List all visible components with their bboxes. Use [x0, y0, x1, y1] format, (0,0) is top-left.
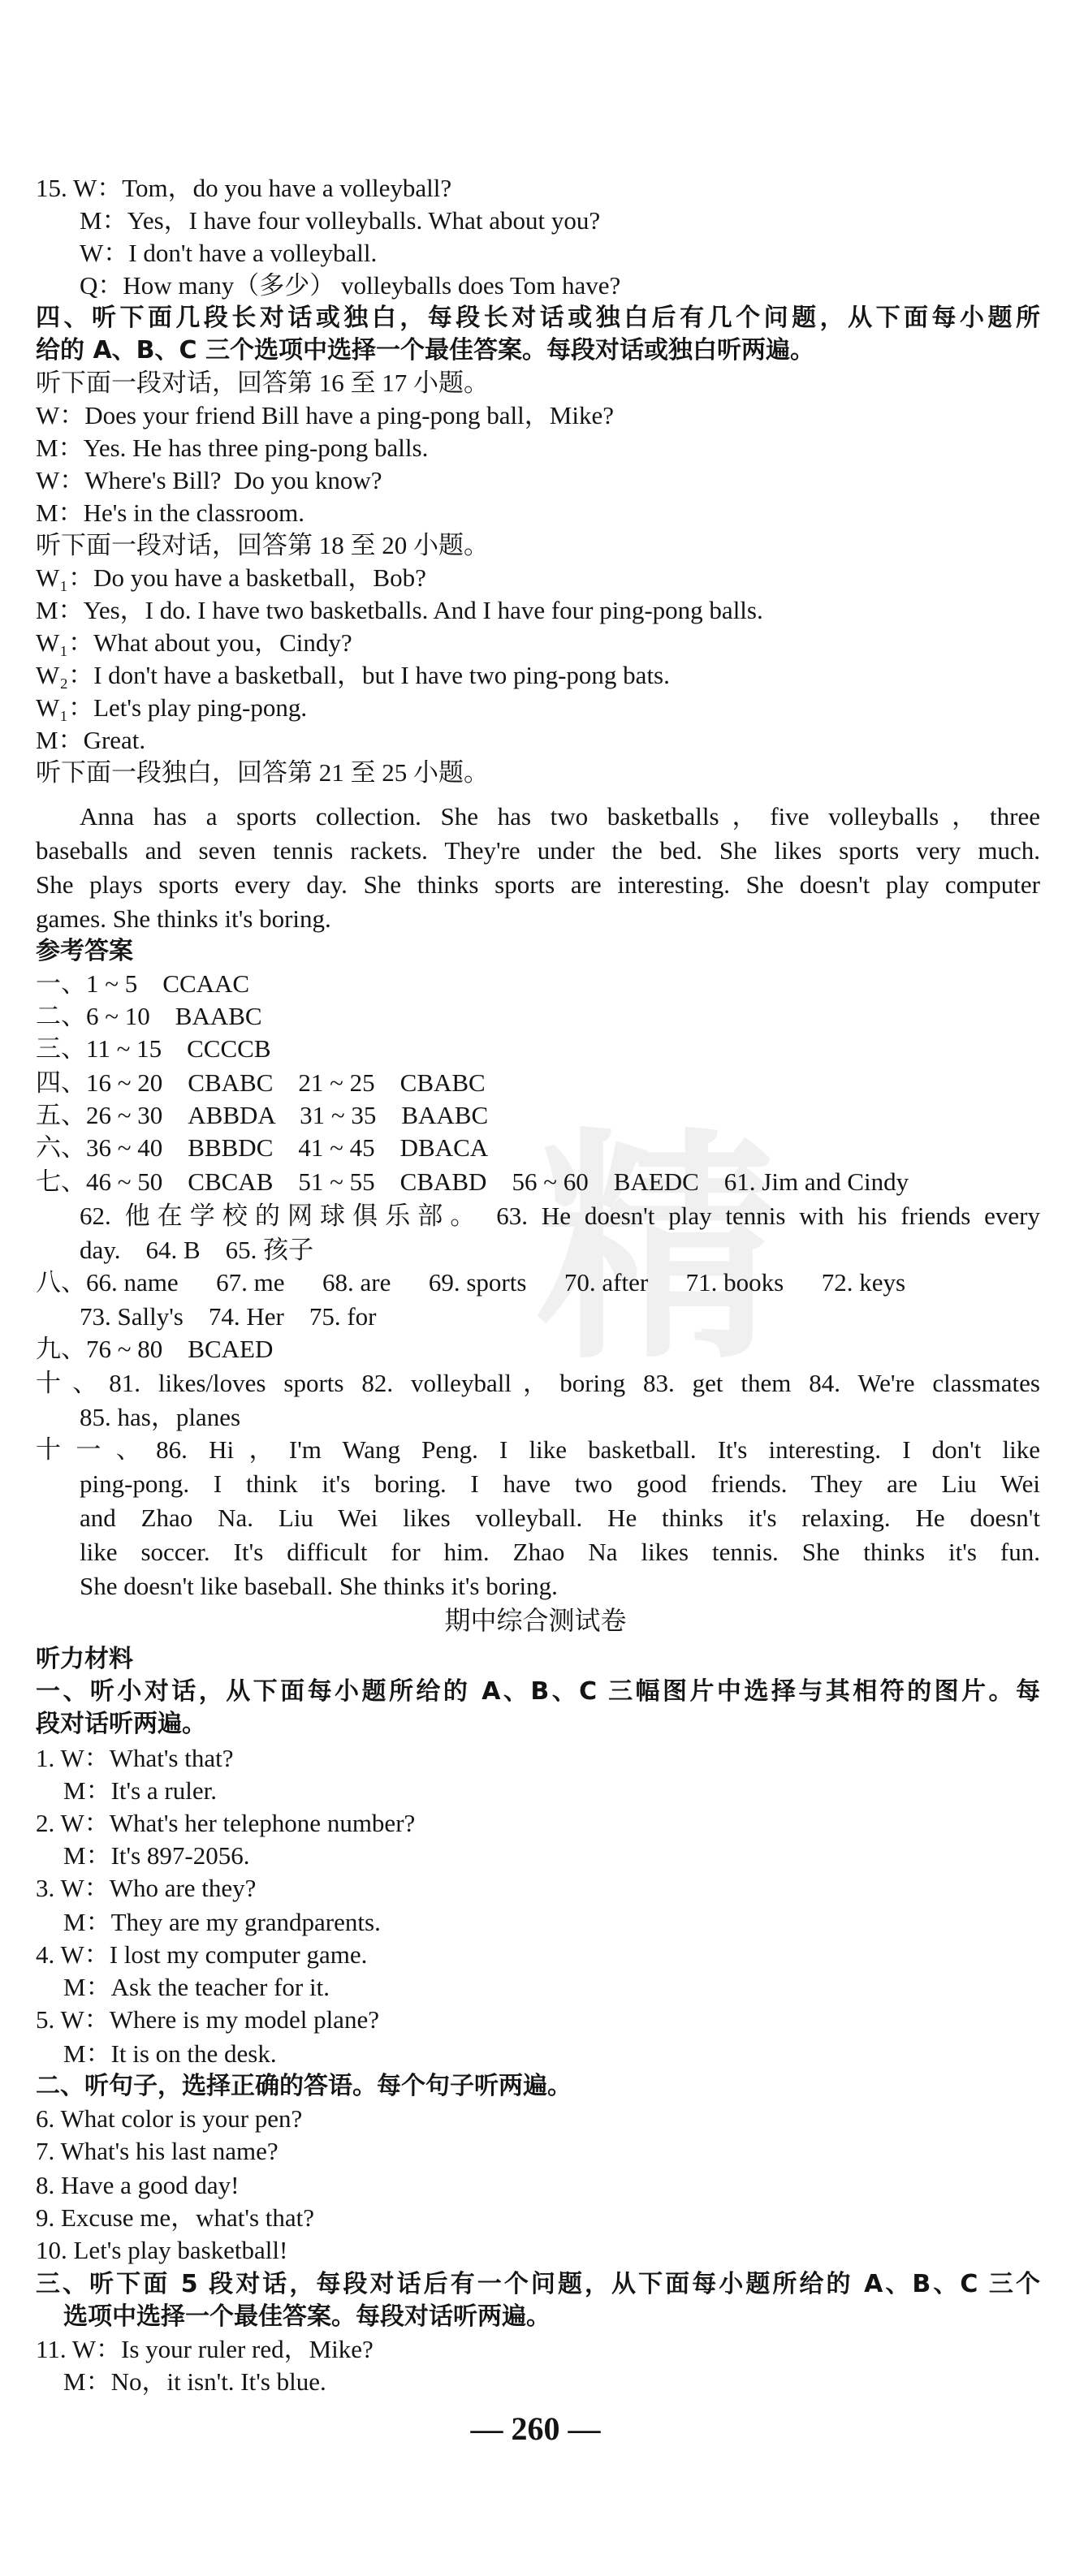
text-line: M：It's 897-2056. — [63, 1841, 250, 1870]
text-line: 5. W：Where is my model plane? — [36, 2005, 379, 2034]
text-line: M：Yes，I have four volleyballs. What about you? — [80, 206, 601, 235]
text-line: 8. Have a good day! — [36, 2171, 240, 2199]
text-line: Anna has a sports collection. She has two basketballs，five volleyballs，three — [80, 802, 1040, 831]
text-line: 七、46 ~ 50 CBCAB 51 ~ 55 CBABD 56 ~ 60 BAEDC 61. Jim and Cindy — [36, 1167, 909, 1196]
text-line: She doesn't like baseball. She thinks it's boring. — [80, 1572, 558, 1600]
text-line: 3. W：Who are they? — [36, 1874, 257, 1902]
text-line: 一、1 ~ 5 CCAAC — [36, 969, 250, 998]
text-line: W₁：What about you，Cindy? — [36, 628, 352, 657]
text-line: games. She thinks it's boring. — [36, 904, 331, 933]
text-line: 五、26 ~ 30 ABBDA 31 ~ 35 BAABC — [36, 1101, 489, 1129]
section-title: 期中综合测试卷 — [444, 1605, 627, 1636]
text-line: ping-pong. I think it's boring. I have two good friends. They are Liu Wei — [80, 1469, 1040, 1498]
section-heading: 四、听下面几段长对话或独白，每段长对话或独白后有几个问题，从下面每小题所 — [36, 304, 1040, 332]
text-line: 听下面一段对话，回答第 16 至 17 小题。 — [36, 369, 489, 397]
text-line: 十、81. likes/loves sports 82. volleyball，boring 83. get them 84. We're classmates — [36, 1369, 1040, 1397]
watermark: 精 — [536, 1108, 779, 1392]
text-line: 八、66. name 67. me 68. are 69. sports 70. after 71. books 72. keys — [36, 1268, 906, 1297]
text-line: 11. W：Is your ruler red，Mike? — [36, 2335, 374, 2363]
text-line: M：It is on the desk. — [63, 2039, 277, 2068]
text-line: 62. 他在学校的网球俱乐部。 63. He doesn't play tennis with his friends every — [80, 1202, 1040, 1230]
text-line: like soccer. It's difficult for him. Zhao Na likes tennis. She thinks it's fun. — [80, 1538, 1040, 1566]
text-line: W₁：Do you have a basketball，Bob? — [36, 563, 426, 592]
text-line: She plays sports every day. She thinks sports are interesting. She doesn't play computer — [36, 870, 1040, 899]
text-line: and Zhao Na. Liu Wei likes volleyball. He thinks it's relaxing. He doesn't — [80, 1504, 1040, 1532]
text-line: 4. W：I lost my computer game. — [36, 1940, 368, 1969]
text-line: 10. Let's play basketball! — [36, 2236, 288, 2264]
text-line: M：It's a ruler. — [63, 1776, 217, 1805]
text-line: M：He's in the classroom. — [36, 498, 305, 527]
text-line: M：Ask the teacher for it. — [63, 1973, 330, 2001]
text-line: W₁：Let's play ping-pong. — [36, 693, 308, 722]
text-line: 四、16 ~ 20 CBABC 21 ~ 25 CBABC — [36, 1068, 486, 1097]
text-line: 九、76 ~ 80 BCAED — [36, 1335, 274, 1363]
text-line: 7. What's his last name? — [36, 2137, 279, 2165]
text-line: 15. W：Tom，do you have a volleyball? — [36, 174, 452, 202]
section-heading: 三、听下面 5 段对话，每段对话后有一个问题，从下面每小题所给的 A、B、C 三个 — [36, 2270, 1040, 2298]
text-line: 三、11 ~ 15 CCCCB — [36, 1034, 271, 1063]
text-line: 9. Excuse me，what's that? — [36, 2203, 315, 2232]
text-line: M：They are my grandparents. — [63, 1908, 381, 1936]
text-line: baseballs and seven tennis rackets. They're under the bed. She likes sports very much. — [36, 836, 1040, 865]
page-number: — 260 — — [470, 2410, 601, 2447]
section-heading: 段对话听两遍。 — [36, 1710, 206, 1738]
text-line: 听下面一段对话，回答第 18 至 20 小题。 — [36, 531, 489, 559]
text-line: M：Yes. He has three ping-pong balls. — [36, 434, 429, 462]
text-line: 2. W：What's her telephone number? — [36, 1809, 416, 1837]
section-heading: 选项中选择一个最佳答案。每段对话听两遍。 — [63, 2302, 551, 2331]
text-line: W₂：I don't have a basketball，but I have two ping-pong bats. — [36, 661, 670, 689]
text-line: 6. What color is your pen? — [36, 2104, 303, 2133]
text-line: W：I don't have a volleyball. — [80, 239, 378, 267]
text-line: M：No，it isn't. It's blue. — [63, 2367, 326, 2396]
section-heading: 二、听句子，选择正确的答语。每个句子听两遍。 — [36, 2072, 572, 2100]
section-heading: 给的 A、B、C 三个选项中选择一个最佳答案。每段对话或独白听两遍。 — [36, 336, 814, 365]
text-line: 十一、86. Hi，I'm Wang Peng. I like basketball. It's interesting. I don't like — [36, 1435, 1040, 1464]
section-heading: 参考答案 — [36, 937, 133, 965]
text-line: 六、36 ~ 40 BBBDC 41 ~ 45 DBACA — [36, 1133, 489, 1162]
text-line: 听下面一段独白，回答第 21 至 25 小题。 — [36, 758, 489, 787]
section-heading: 一、听小对话，从下面每小题所给的 A、B、C 三幅图片中选择与其相符的图片。每 — [36, 1677, 1040, 1706]
text-line: day. 64. B 65. 孩子 — [80, 1236, 314, 1264]
text-line: W：Does your friend Bill have a ping-pong ball，Mike? — [36, 401, 614, 429]
text-line: 85. has，planes — [80, 1403, 241, 1431]
text-line: M：Great. — [36, 726, 146, 754]
text-line: W：Where's Bill? Do you know? — [36, 466, 382, 494]
text-line: Q：How many（多少） volleyballs does Tom have? — [80, 271, 621, 300]
text-line: 73. Sally's 74. Her 75. for — [80, 1302, 377, 1331]
section-heading: 听力材料 — [36, 1645, 133, 1673]
text-line: 二、6 ~ 10 BAABC — [36, 1002, 262, 1030]
text-line: 1. W：What's that? — [36, 1744, 234, 1772]
text-line: M：Yes，I do. I have two basketballs. And I have four ping-pong balls. — [36, 596, 763, 624]
